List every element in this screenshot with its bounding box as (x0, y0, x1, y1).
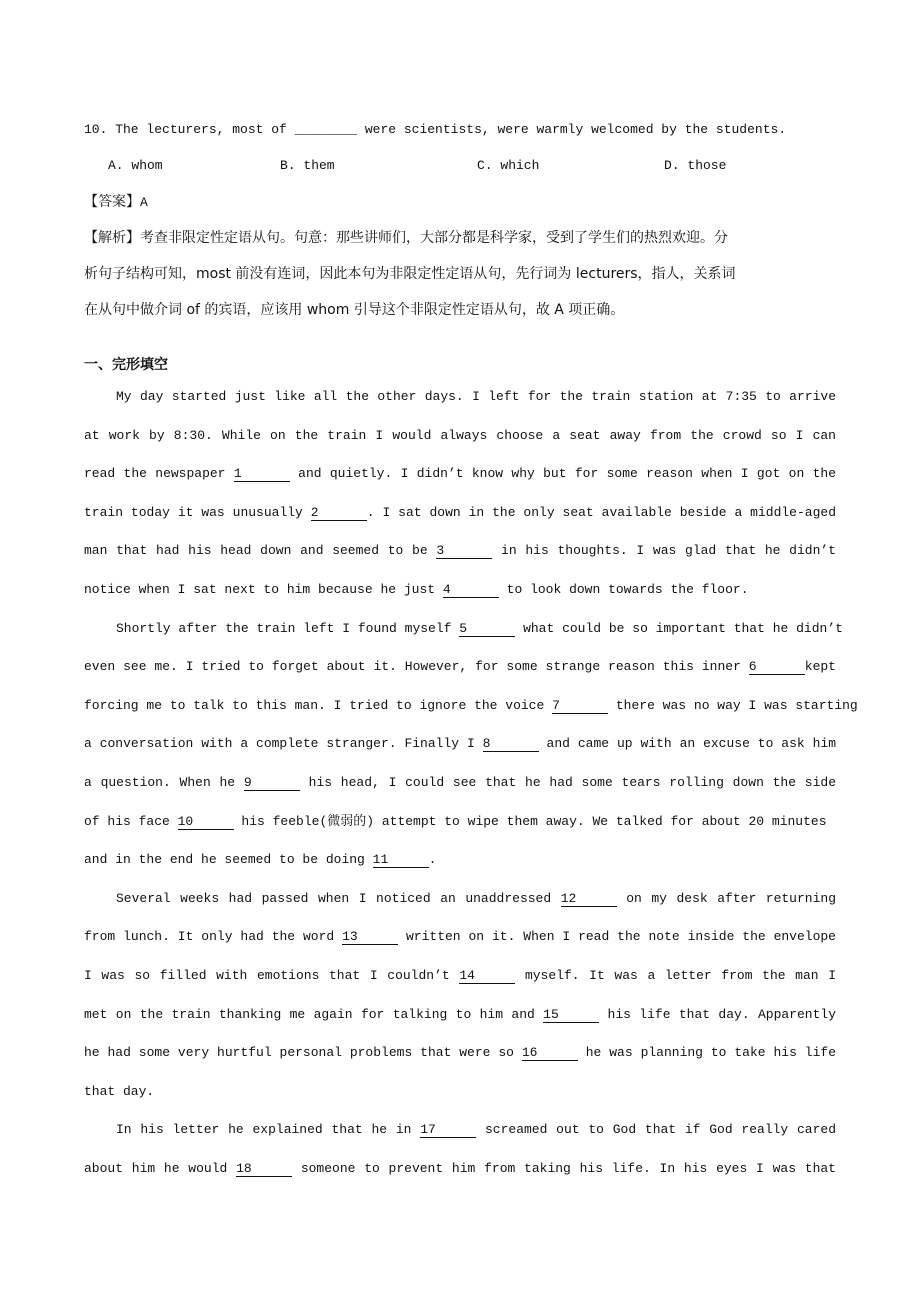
passage-text: he was planning to take his life (577, 1045, 836, 1061)
passage-text: there was no way I was starting (608, 697, 858, 713)
analysis-text: 考查非限定性定语从句。句意：那些讲师们，大部分都是科学家，受到了学生们的热烈欢迎。分 (140, 230, 728, 246)
passage-text: and quietly. I didn’t know why but for some reason when I got on the (289, 466, 836, 482)
options (84, 148, 884, 184)
passage-text: at work by 8:30. While on the train I would always choose a seat away from the crowd so I can (84, 427, 836, 443)
analysis-line-1 (84, 220, 884, 256)
passage-text: he had some very hurtful personal problems that were so (84, 1045, 522, 1061)
passage-line (84, 571, 836, 610)
passage-text: . (428, 852, 437, 868)
question-stem: 10. The lecturers, most of ________ were scientists, were warmly welcomed by the students. (84, 122, 787, 137)
blank-13: 13 (342, 930, 398, 945)
passage-text: on my desk after returning (616, 890, 836, 906)
analysis-line-2: 析句子结构可知，most 前没有连词，因此本句为非限定性定语从句，先行词为 lecturers，指人，关系词 (84, 266, 736, 282)
passage-text: that day. (84, 1083, 155, 1099)
passage-line (84, 725, 836, 764)
passage-line (84, 455, 836, 494)
passage-text: Several weeks had passed when I noticed an unaddressed (116, 890, 561, 906)
passage-text: even see me. I tried to forget about it. However, for some strange reason this inner (84, 659, 749, 675)
question-10 (84, 112, 884, 328)
passage-text: from lunch. It only had the word (84, 929, 343, 945)
passage-text: someone to prevent him from taking his life. In his eyes I was that (292, 1160, 836, 1176)
answer-value: A (140, 195, 148, 210)
blank-16: 16 (522, 1046, 578, 1061)
passage-line (84, 918, 836, 957)
passage-text: . I sat down in the only seat available beside a middle-aged (366, 504, 836, 520)
passage-text: about him he would (84, 1160, 237, 1176)
passage-text: In his letter he explained that he in (116, 1122, 421, 1138)
blank-6: 6 (749, 660, 805, 675)
passage-text: to look down towards the floor. (498, 581, 749, 597)
analysis-line-3: 在从句中做介词 of 的宾语，应该用 whom 引导这个非限定性定语从句，故 A 项正确。 (84, 302, 625, 318)
passage-line (84, 494, 836, 533)
answer-label: 【答案】 (84, 194, 140, 210)
passage-line (84, 532, 836, 571)
blank-3: 3 (436, 544, 492, 559)
passage-line (84, 957, 836, 996)
analysis-label: 【解析】 (84, 230, 140, 246)
option-a: A. whom (108, 158, 163, 173)
passage-text: My day started just like all the other days. I left for the train station at 7:35 to arrive (116, 389, 836, 404)
passage-text: written on it. When I read the note inside the envelope (398, 929, 836, 945)
passage-text: read the newspaper (84, 466, 234, 482)
passage-line (84, 1150, 836, 1189)
passage-text: screamed out to God that if God really cared (476, 1122, 837, 1138)
passage-text: train today it was unusually (84, 504, 311, 520)
blank-8: 8 (483, 737, 539, 752)
blank-14: 14 (459, 969, 515, 984)
passage-text: and came up with an excuse to ask him (538, 736, 836, 752)
passage-line (84, 1073, 836, 1112)
option-d: D. those (664, 158, 727, 173)
passage-line (84, 648, 836, 687)
blank-15: 15 (543, 1008, 599, 1023)
blank-7: 7 (552, 699, 608, 714)
passage-line (84, 880, 836, 919)
passage-text: his life that day. Apparently (599, 1006, 836, 1022)
passage-line (84, 1034, 836, 1073)
blank-4: 4 (443, 583, 499, 598)
passage-text: man that had his head down and seemed to be (84, 543, 437, 559)
passage-text: Shortly after the train left I found myself (116, 620, 460, 636)
passage-text: met on the train thanking me again for talking to him and (84, 1006, 544, 1022)
passage-text: a conversation with a complete stranger. Finally I (84, 736, 483, 752)
passage-line (84, 803, 836, 842)
passage-line (84, 610, 843, 649)
passage-text: kept (804, 659, 836, 675)
blank-10: 10 (178, 815, 234, 830)
blank-9: 9 (244, 776, 300, 791)
passage-line (84, 841, 836, 880)
blank-18: 18 (236, 1162, 292, 1177)
passage-text: myself. It was a letter from the man I (515, 967, 837, 983)
passage-text: I was so filled with emotions that I couldn’t (84, 967, 460, 983)
passage-line (84, 687, 858, 726)
passage-line (84, 1111, 836, 1150)
passage-text: his feeble(微弱的) attempt to wipe them away. We talked for about 20 minutes (233, 813, 827, 829)
passage-line (84, 996, 836, 1035)
passage-text: and in the end he seemed to be doing (84, 852, 373, 868)
passage-text: of his face (84, 813, 178, 829)
answer-row (84, 184, 884, 220)
passage-line (84, 378, 836, 417)
section-heading: 一、完形填空 (84, 357, 168, 373)
option-b: B. them (280, 158, 335, 173)
passage-text: notice when I sat next to him because he just (84, 581, 443, 597)
option-c: C. which (477, 158, 540, 173)
blank-17: 17 (420, 1123, 476, 1138)
passage-text: in his thoughts. I was glad that he didn’t (492, 543, 836, 559)
blank-12: 12 (561, 892, 617, 907)
passage-line (84, 417, 836, 456)
blank-11: 11 (373, 853, 429, 868)
cloze-passage (84, 378, 858, 1188)
blank-1: 1 (234, 467, 290, 482)
passage-text: forcing me to talk to this man. I tried to ignore the voice (84, 697, 553, 713)
passage-text: what could be so important that he didn’t (515, 620, 843, 636)
passage-text: his head, I could see that he had some tears rolling down the side (299, 774, 837, 790)
passage-line (84, 764, 836, 803)
blank-2: 2 (311, 506, 367, 521)
blank-5: 5 (459, 622, 515, 637)
passage-text: a question. When he (84, 774, 244, 790)
